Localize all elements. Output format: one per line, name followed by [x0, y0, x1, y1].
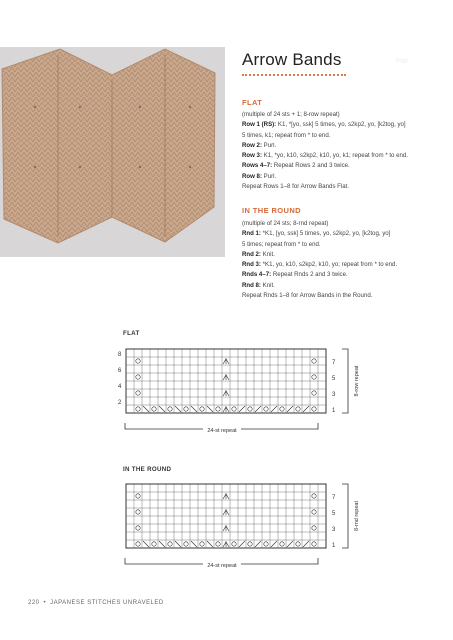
round-chart [108, 478, 368, 578]
round-repeat-label: 24-st repeat [207, 563, 237, 569]
page-title: Arrow Bands [242, 50, 342, 69]
instruction-line: 5 times; repeat from * to end. [242, 240, 321, 248]
flat-row-number: 5 [332, 376, 336, 382]
round-side-bracket [342, 484, 348, 548]
flat-side-bracket [342, 349, 348, 413]
instruction-line: Row 1 (RS): K1, *[yo, ssk] 5 times, yo, s2kp2, yo, [k2tog, yo] [242, 121, 406, 129]
instruction-line: Rnd 3: *K1, yo, k10, s2kp2, k10, yo; repeat from * to end. [242, 261, 398, 269]
footer-bullet: • [43, 600, 47, 606]
instruction-line: 5 times, k1; repeat from * to end. [242, 131, 331, 139]
round-row-number: 5 [332, 511, 336, 517]
flat-chart-label: FLAT [123, 330, 140, 337]
flat-chart-grid [126, 349, 326, 413]
instruction-line: Rnd 1: *K1, [yo, ssk] 5 times, yo, s2kp2, yo, [k2tog, yo] [242, 230, 391, 238]
flat-chart [108, 343, 368, 443]
flat-heading: FLAT [242, 98, 263, 107]
round-side-label: 8-rnd repeat [354, 501, 360, 531]
round-chart-label: IN THE ROUND [123, 466, 172, 473]
page-footer [28, 600, 164, 606]
round-row-number: 1 [332, 543, 336, 549]
swatch-photo [0, 47, 225, 257]
instruction-line: (multiple of 24 sts + 1; 8-row repeat) [242, 111, 340, 118]
flat-repeat-label: 24-st repeat [207, 428, 237, 434]
round-instructions [242, 219, 397, 301]
instruction-line: Rnds 4–7: Repeat Rnds 2 and 3 twice. [242, 271, 348, 279]
round-chart-grid [126, 484, 326, 548]
round-row-number: 3 [332, 527, 336, 533]
round-heading: IN THE ROUND [242, 206, 301, 215]
flat-row-number: 3 [332, 392, 336, 398]
instruction-line: Rnd 2: Knit. [242, 250, 275, 258]
title-divider [242, 74, 346, 76]
flat-row-number: 8 [118, 352, 122, 358]
flat-row-number: 4 [118, 384, 122, 390]
instruction-line: Repeat Rows 1–8 for Arrow Bands Flat. [242, 183, 350, 191]
flat-row-number: 7 [332, 360, 336, 366]
page-number: 220 [28, 600, 40, 606]
instruction-line: Row 2: Purl. [242, 141, 277, 149]
instruction-line: Repeat Rnds 1–8 for Arrow Bands in the Round. [242, 292, 373, 300]
flat-instructions [242, 110, 408, 192]
instruction-line: Row 3: K1, *yo, k10, s2kp2, k10, yo, k1; repeat from * to end. [242, 152, 408, 160]
flat-row-number: 6 [118, 368, 122, 374]
page-watermark: Flat [396, 58, 408, 65]
book-title: JAPANESE STITCHES UNRAVELED [50, 600, 164, 606]
round-row-number: 7 [332, 495, 336, 501]
flat-row-number: 2 [118, 400, 122, 406]
instruction-line: Row 8: Purl. [242, 172, 277, 180]
instruction-line: Rows 4–7: Repeat Rows 2 and 3 twice. [242, 162, 350, 170]
instruction-line: Rnd 8: Knit. [242, 281, 275, 289]
flat-side-label: 8-row repeat [354, 365, 360, 397]
instruction-line: (multiple of 24 sts; 8-rnd repeat) [242, 220, 329, 227]
flat-row-number: 1 [332, 408, 336, 414]
